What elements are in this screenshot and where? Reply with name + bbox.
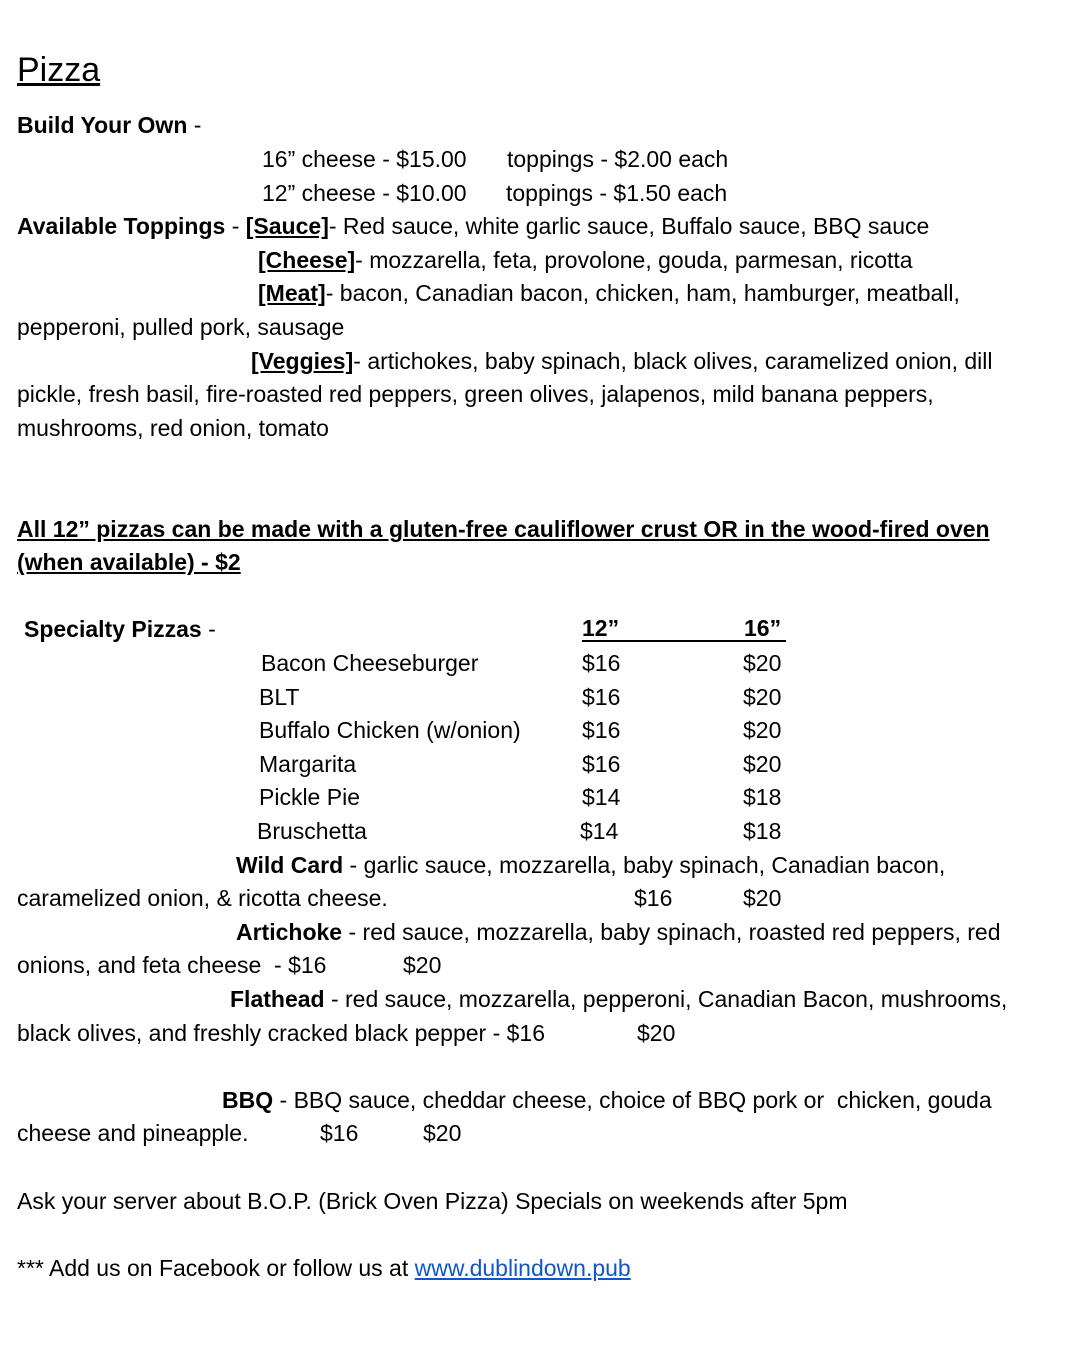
cheese-tag: [Cheese]	[258, 247, 356, 273]
bbq-line2: cheese and pineapple.	[17, 1120, 249, 1146]
artichoke-line2: onions, and feta cheese - $16	[17, 952, 327, 978]
bbq-price-16: $20	[423, 1120, 462, 1146]
specialty-item-price-16: $18	[743, 784, 782, 810]
flathead-line2: black olives, and freshly cracked black pepper - $16	[17, 1020, 546, 1046]
specialty-item-price-16: $20	[743, 751, 782, 777]
specialty-item-price-12: $16	[582, 751, 621, 777]
wild-card-name: Wild Card	[236, 852, 344, 878]
col-header-16	[740, 616, 786, 642]
byo-12-size: 12” cheese - $10.00	[262, 180, 467, 206]
specialty-item-name: Buffalo Chicken (w/onion)	[259, 717, 521, 743]
meat-items-cont: pepperoni, pulled pork, sausage	[17, 314, 345, 340]
flathead-line1	[230, 986, 1007, 1012]
byo-16-toppings: toppings - $2.00 each	[507, 146, 729, 172]
specialty-item-price-12: $14	[580, 818, 619, 844]
bop-note: Ask your server about B.O.P. (Brick Oven Pizza) Specials on weekends after 5pm	[17, 1188, 848, 1214]
sauce-items: - Red sauce, white garlic sauce, Buffalo sauce, BBQ sauce	[328, 213, 930, 239]
specialty-item-price-16: $20	[743, 650, 782, 676]
specialty-item-price-12: $16	[582, 684, 621, 710]
artichoke-desc: - red sauce, mozzarella, baby spinach, roasted red peppers, red	[342, 919, 1001, 945]
cheese-items: - mozzarella, feta, provolone, gouda, parmesan, ricotta	[355, 247, 913, 273]
website-link[interactable]: www.dublindown.pub	[414, 1255, 631, 1281]
specialty-item-price-12: $14	[582, 784, 621, 810]
byo-12-toppings: toppings - $1.50 each	[506, 180, 728, 206]
wild-card-line2: caramelized onion, & ricotta cheese.	[17, 885, 388, 911]
specialty-item-price-16: $18	[743, 818, 782, 844]
artichoke-price-16: $20	[403, 952, 442, 978]
veggies-tag: [Veggies]	[251, 348, 354, 374]
build-your-own-heading	[17, 112, 201, 138]
col-header-12	[582, 616, 740, 642]
specialty-item-name: Bruschetta	[257, 818, 367, 844]
veggies-items-cont2: mushrooms, red onion, tomato	[17, 415, 329, 441]
col-header-12-text: 12”	[582, 615, 620, 641]
byo-16-size: 16” cheese - $15.00	[262, 146, 467, 172]
veggies-items: - artichokes, baby spinach, black olives, caramelized onion, dill	[353, 348, 993, 374]
specialty-dash: -	[201, 616, 216, 642]
specialty-item-name: Pickle Pie	[259, 784, 360, 810]
artichoke-line1	[236, 919, 1001, 945]
flathead-desc: - red sauce, mozzarella, pepperoni, Canadian Bacon, mushrooms,	[324, 986, 1008, 1012]
meat-items: - bacon, Canadian bacon, chicken, ham, hamburger, meatball,	[325, 280, 960, 306]
page-title: Pizza	[17, 51, 101, 89]
specialty-item-price-12: $16	[582, 717, 621, 743]
build-your-own-dash: -	[187, 112, 202, 138]
specialty-item-price-16: $20	[743, 717, 782, 743]
bbq-price-12: $16	[320, 1120, 359, 1146]
bbq-desc: - BBQ sauce, cheddar cheese, choice of BBQ pork or chicken, gouda	[273, 1087, 992, 1113]
wild-card-price-12: $16	[634, 885, 673, 911]
col-header-16-text: 16”	[744, 615, 782, 641]
specialty-item-name: Bacon Cheeseburger	[261, 650, 479, 676]
flathead-price-16: $20	[637, 1020, 676, 1046]
sauce-tag: [Sauce]	[245, 213, 329, 239]
toppings-veggies-line	[251, 348, 992, 374]
wild-card-desc: - garlic sauce, mozzarella, baby spinach, Canadian bacon,	[343, 852, 946, 878]
toppings-label: Available Toppings	[17, 213, 226, 239]
footer-line	[17, 1255, 631, 1281]
specialty-item-price-12: $16	[582, 650, 621, 676]
toppings-meat-line	[258, 280, 960, 306]
toppings-sauce-line	[17, 213, 929, 239]
toppings-sep: -	[225, 213, 246, 239]
specialty-item-price-16: $20	[743, 684, 782, 710]
meat-tag: [Meat]	[258, 280, 326, 306]
footer-prefix: *** Add us on Facebook or follow us at	[17, 1255, 415, 1281]
build-your-own-label: Build Your Own	[17, 112, 188, 138]
specialty-item-name: Margarita	[259, 751, 357, 777]
specialty-label: Specialty Pizzas	[24, 616, 202, 642]
wild-card-line1	[236, 852, 945, 878]
gluten-note-line1: All 12” pizzas can be made with a gluten-free cauliflower crust OR in the wood-fired oven	[17, 516, 990, 542]
bbq-line1	[222, 1087, 992, 1113]
veggies-items-cont: pickle, fresh basil, fire-roasted red peppers, green olives, jalapenos, mild banana peppers,	[17, 381, 934, 407]
specialty-item-name: BLT	[259, 684, 300, 710]
flathead-name: Flathead	[230, 986, 325, 1012]
toppings-cheese-line	[258, 247, 913, 273]
artichoke-name: Artichoke	[236, 919, 343, 945]
gluten-note-line2: (when available) - $2	[17, 549, 241, 575]
wild-card-price-16: $20	[743, 885, 782, 911]
bbq-name: BBQ	[222, 1087, 274, 1113]
specialty-heading	[24, 616, 216, 642]
